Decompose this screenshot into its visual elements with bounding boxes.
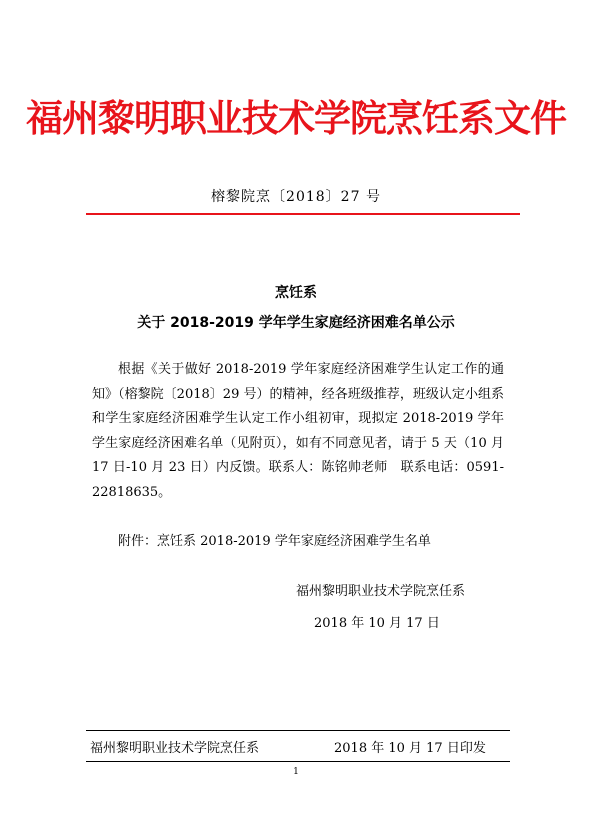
issue-date: 2018 年 10 月 17 日 [314,616,440,631]
footer-print-date: 2018 年 10 月 17 日印发 [334,741,486,756]
footer-issuer: 福州黎明职业技术学院烹任系 [90,741,260,756]
page-number: 1 [293,767,299,777]
notice-title: 关于 2018-2019 学年学生家庭经济困难名单公示 [137,315,455,331]
body-paragraph: 根据《关于做好 2018-2019 学年家庭经济困难学生认定工作的通知》（榕黎院〔2018〕29 号）的精神，经各班级推荐，班级认定小组系和学生家庭经济困难学生认定工作小组初审，现拟定 2018-2019 学年学生家庭经济困难名单（见附页），如有不同意见者，请于 5 天（10 月 17 日-10 月 23 日）内反馈。联系人：陈铭帅老师 联系电话：0591-22818635。 [92,362,504,500]
document-number: 榕黎院烹〔2018〕27 号 [211,189,381,205]
document-header: 福州黎明职业技术学院烹饪系文件 [26,96,566,140]
footer-top-rule [86,730,510,731]
footer-bottom-rule [86,761,510,762]
attachment-line: 附件：烹饪系 2018-2019 学年家庭经济困难学生名单 [118,534,431,549]
red-divider-line [86,213,520,215]
department-title: 烹饪系 [275,285,317,301]
issuer-signature: 福州黎明职业技术学院烹任系 [296,584,466,599]
